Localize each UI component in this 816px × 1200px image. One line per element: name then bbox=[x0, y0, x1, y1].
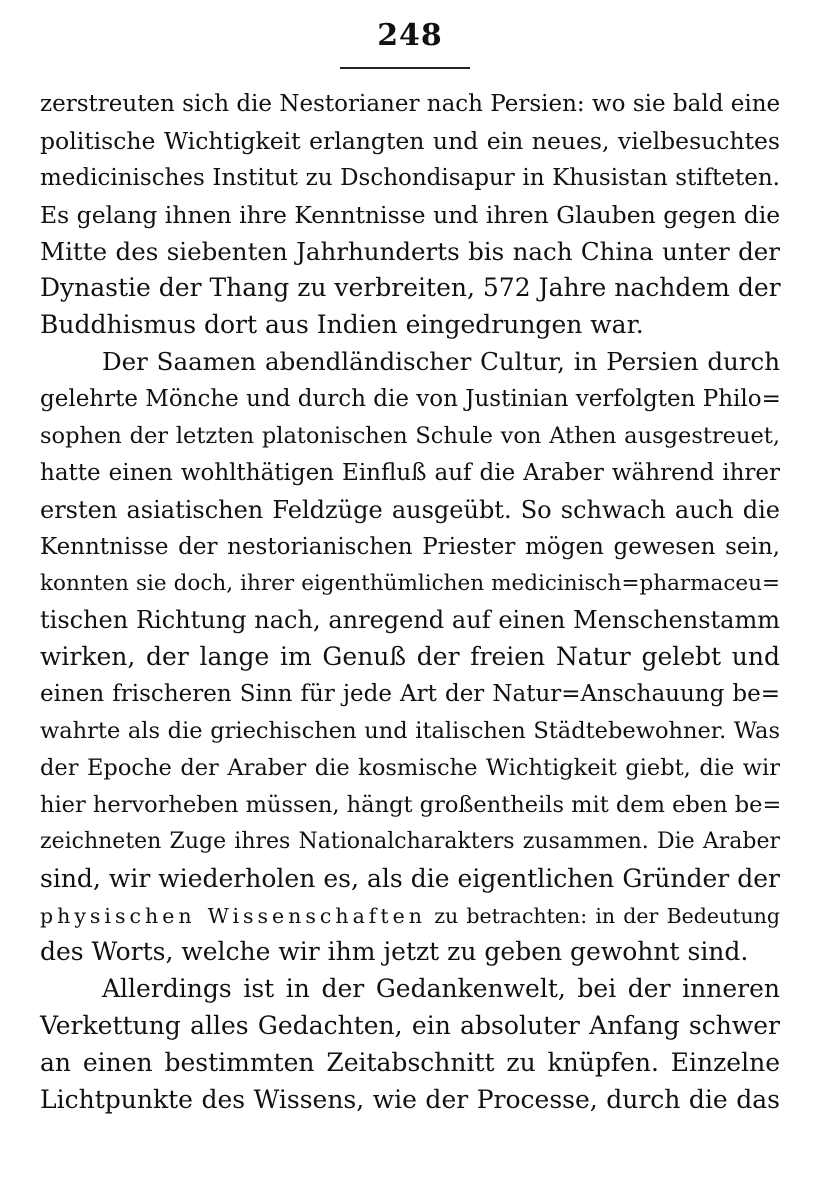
paragraph-2 bbox=[40, 344, 780, 971]
text-line: sophen der letzten platonischen Schule von Athen ausgestreuet, bbox=[40, 423, 780, 450]
text-line: Verkettung alles Gedachten, ein absoluter Anfang schwer bbox=[40, 1011, 780, 1041]
text-line: Dynastie der Thang zu verbreiten, 572 Jahre nachdem der bbox=[40, 273, 781, 303]
text-line: einen frischeren Sinn für jede Art der Natur=Anschauung be= bbox=[40, 681, 780, 708]
text-line: zeichneten Zuge ihres Nationalcharakters zusammen. Die Araber bbox=[40, 828, 780, 854]
text-line: an einen bestimmten Zeitabschnitt zu knüpfen. Einzelne bbox=[40, 1048, 780, 1078]
text-line: zerstreuten sich die Nestorianer nach Persien: wo sie bald eine bbox=[40, 91, 781, 117]
text-line: Kenntnisse der nestorianischen Priester mögen gewesen sein, bbox=[40, 533, 780, 560]
text-line: wirken, der lange im Genuß der freien Natur gelebt und bbox=[40, 642, 780, 672]
paragraph-1 bbox=[40, 86, 780, 344]
text-line: medicinisches Institut zu Dschondisapur in Khusistan stifteten. bbox=[40, 164, 780, 191]
book-page bbox=[40, 0, 780, 1200]
text-line: der Epoche der Araber die kosmische Wichtigkeit giebt, die wir bbox=[40, 755, 780, 782]
paragraph-3 bbox=[40, 971, 780, 1119]
text-line: wahrte als die griechischen und italischen Städtebewohner. Was bbox=[40, 718, 780, 745]
text-line: hatte einen wohlthätigen Einfluß auf die Araber während ihrer bbox=[40, 459, 780, 486]
text-line: gelehrte Mönche und durch die von Justinian verfolgten Philo= bbox=[40, 386, 781, 413]
line-remainder: zu betrachten: in der Bedeutung bbox=[425, 903, 780, 928]
body-text bbox=[40, 86, 780, 1119]
text-line: Mitte des siebenten Jahrhunderts bis nach China unter der bbox=[40, 236, 780, 266]
text-line: des Worts, welche wir ihm jetzt zu geben gewohnt sind. bbox=[40, 937, 749, 967]
text-line: Es gelang ihnen ihre Kenntnisse und ihren Glauben gegen die bbox=[40, 200, 781, 229]
text-line: Lichtpunkte des Wissens, wie der Processe, durch die das bbox=[40, 1085, 780, 1115]
header-rule bbox=[340, 67, 470, 69]
text-line: ersten asiatischen Feldzüge ausgeübt. So schwach auch die bbox=[40, 495, 780, 524]
text-line: politische Wichtigkeit erlangten und ein neues, vielbesuchtes bbox=[40, 126, 780, 155]
spaced-emphasis: physischen Wissenschaften bbox=[40, 903, 426, 928]
text-line: Der Saamen abendländischer Cultur, in Persien durch bbox=[102, 347, 780, 377]
text-line: Allerdings ist in der Gedankenwelt, bei der inneren bbox=[102, 974, 780, 1004]
text-line: sind, wir wiederholen es, als die eigentlichen Gründer der bbox=[40, 863, 780, 893]
page-number: 248 bbox=[377, 18, 443, 53]
text-line: tischen Richtung nach, anregend auf einen Menschenstamm bbox=[40, 606, 780, 635]
text-line: hier hervorheben müssen, hängt großentheils mit dem eben be= bbox=[40, 791, 782, 818]
text-line-emphasis bbox=[40, 898, 780, 935]
text-line: Buddhismus dort aus Indien eingedrungen war. bbox=[40, 310, 644, 340]
text-line: konnten sie doch, ihrer eigenthümlichen medicinisch=pharmaceu= bbox=[40, 570, 780, 596]
